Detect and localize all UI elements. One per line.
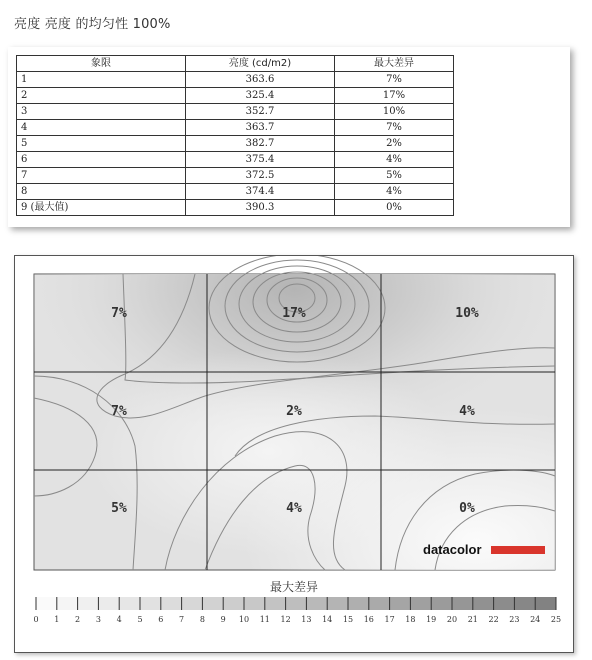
page-title: 亮度 亮度 的均匀性 100%: [14, 17, 171, 32]
quadrant-cell: 5: [17, 136, 186, 152]
legend-tick-label: 1: [54, 615, 60, 624]
luminance-cell: 363.6: [186, 72, 335, 88]
legend-tick-label: 3: [95, 615, 101, 624]
legend-tick-label: 18: [405, 615, 416, 624]
legend-tick-label: 22: [488, 615, 499, 624]
legend-tick-label: 6: [158, 615, 164, 624]
legend-tick-label: 11: [259, 615, 270, 624]
legend-tick-label: 21: [467, 615, 478, 624]
legend-tick-label: 10: [238, 615, 250, 624]
legend-swatch: [223, 597, 244, 610]
legend-swatch: [78, 597, 99, 610]
max-difference-cell: 5%: [335, 168, 454, 184]
legend-tick-label: 14: [322, 615, 333, 624]
quadrant-cell: 3: [17, 104, 186, 120]
legend-swatch: [306, 597, 327, 610]
column-header: 象限: [17, 56, 186, 72]
legend-swatch: [161, 597, 182, 610]
legend-tick-label: 4: [116, 615, 122, 624]
column-header: 亮度 (cd/m2): [186, 56, 335, 72]
column-header: 最大差异: [335, 56, 454, 72]
legend-swatch: [473, 597, 494, 610]
legend-swatch: [390, 597, 411, 610]
max-difference-cell: 7%: [335, 120, 454, 136]
legend-tick-label: 13: [301, 615, 312, 624]
legend-tick-label: 25: [550, 615, 562, 624]
legend-swatch: [410, 597, 431, 610]
quadrant-label: 2%: [286, 404, 302, 419]
brand-wordmark: datacolor: [423, 542, 482, 557]
quadrant-label: 5%: [111, 501, 127, 516]
legend-title: 最大差异: [269, 580, 319, 594]
table-row: [17, 120, 454, 136]
quadrant-cell: 6: [17, 152, 186, 168]
legend-tick-label: 5: [137, 615, 143, 624]
legend-swatch: [348, 597, 369, 610]
legend-tick-label: 0: [33, 615, 39, 624]
legend-swatch: [494, 597, 515, 610]
legend-scale: [33, 597, 561, 624]
table-row: [17, 136, 454, 152]
legend-swatch: [57, 597, 78, 610]
luminance-cell: 390.3: [186, 200, 335, 216]
legend-tick-label: 16: [363, 615, 374, 624]
legend-swatch: [514, 597, 535, 610]
luminance-cell: 374.4: [186, 184, 335, 200]
quadrant-cell: 2: [17, 88, 186, 104]
luminance-cell: 372.5: [186, 168, 335, 184]
legend-swatch: [202, 597, 223, 610]
max-difference-cell: 10%: [335, 104, 454, 120]
legend-tick-label: 8: [199, 615, 205, 624]
luminance-cell: 352.7: [186, 104, 335, 120]
contour-plot: [34, 256, 555, 570]
uniformity-table-card: [8, 47, 570, 227]
legend-tick-label: 20: [446, 615, 458, 624]
table-row: [17, 184, 454, 200]
quadrant-label: 17%: [282, 306, 306, 321]
uniformity-table: [16, 55, 454, 216]
legend-tick-label: 23: [509, 615, 520, 624]
legend-swatch: [244, 597, 265, 610]
legend-tick-label: 19: [426, 615, 437, 624]
max-difference-cell: 0%: [335, 200, 454, 216]
max-difference-cell: 2%: [335, 136, 454, 152]
table-row: [17, 152, 454, 168]
quadrant-label: 10%: [455, 306, 479, 321]
luminance-cell: 363.7: [186, 120, 335, 136]
table-row: [17, 72, 454, 88]
quadrant-label: 0%: [459, 501, 475, 516]
legend-tick-label: 2: [75, 615, 81, 624]
table-row: [17, 88, 454, 104]
legend-swatch: [431, 597, 452, 610]
quadrant-cell: 7: [17, 168, 186, 184]
legend-swatch: [265, 597, 286, 610]
quadrant-label: 7%: [111, 404, 127, 419]
luminance-cell: 382.7: [186, 136, 335, 152]
max-difference-cell: 7%: [335, 72, 454, 88]
max-difference-cell: 4%: [335, 152, 454, 168]
luminance-cell: 375.4: [186, 152, 335, 168]
quadrant-label: 4%: [459, 404, 475, 419]
uniformity-contour-map: [14, 255, 574, 653]
quadrant-cell: 8: [17, 184, 186, 200]
table-row: [17, 168, 454, 184]
table-row: [17, 104, 454, 120]
brand-bar: [491, 546, 545, 554]
luminance-cell: 325.4: [186, 88, 335, 104]
max-difference-cell: 17%: [335, 88, 454, 104]
legend-tick-label: 17: [384, 615, 395, 624]
legend-swatch: [182, 597, 203, 610]
legend-tick-label: 24: [530, 615, 541, 624]
contour-map-svg: [15, 256, 573, 652]
legend-swatch: [36, 597, 57, 610]
legend-swatch: [452, 597, 473, 610]
legend-swatch: [140, 597, 161, 610]
legend-tick-label: 15: [342, 615, 354, 624]
legend-swatch: [535, 597, 556, 610]
quadrant-label: 4%: [286, 501, 302, 516]
legend-swatch: [119, 597, 140, 610]
max-difference-cell: 4%: [335, 184, 454, 200]
legend-swatch: [369, 597, 390, 610]
quadrant-cell: 9 (最大值): [17, 200, 186, 216]
legend-swatch: [98, 597, 119, 610]
table-header-row: [17, 56, 454, 72]
quadrant-cell: 1: [17, 72, 186, 88]
quadrant-cell: 4: [17, 120, 186, 136]
legend-tick-label: 9: [220, 615, 226, 624]
legend-tick-label: 7: [179, 615, 185, 624]
quadrant-label: 7%: [111, 306, 127, 321]
table-row: [17, 200, 454, 216]
legend-swatch: [286, 597, 307, 610]
legend-swatch: [327, 597, 348, 610]
legend-tick-label: 12: [280, 615, 291, 624]
